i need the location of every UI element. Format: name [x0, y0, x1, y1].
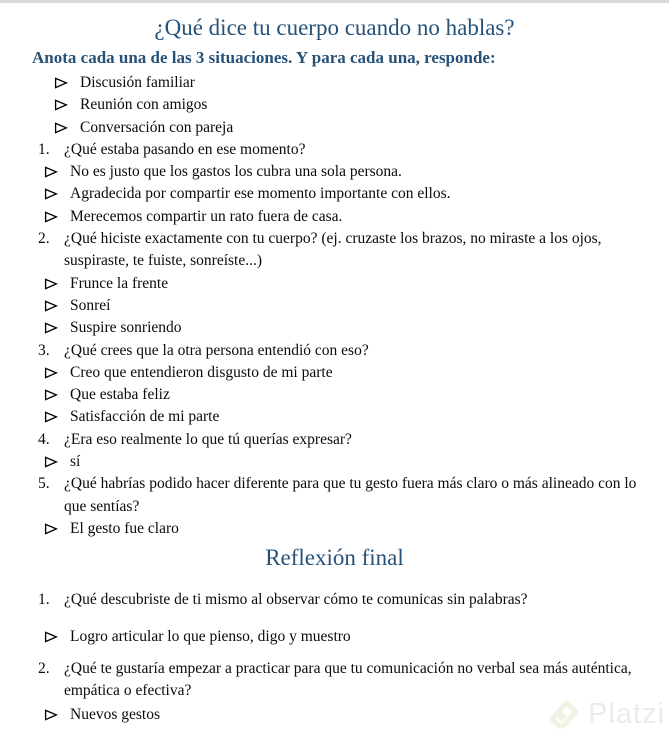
list-item-text: Que estaba feliz — [70, 386, 170, 404]
bullet-list-item — [0, 161, 651, 183]
list-item-text: Conversación con pareja — [80, 118, 234, 136]
item-number: 3. — [38, 341, 50, 359]
list-item-text: ¿Qué hiciste exactamente con tu cuerpo? (ej. cruzaste los brazos, no miraste a los ojos, suspiraste, te fuiste, sonreíste...) — [64, 230, 602, 270]
bullet-list-item — [0, 117, 651, 139]
document-subtitle: Anota cada una de las 3 situaciones. Y para cada una, responde: — [32, 48, 496, 67]
item-number: 4. — [38, 430, 50, 448]
list-item-text: ¿Era eso realmente lo que tú querías expresar? — [64, 430, 352, 448]
list-item-text: ¿Qué descubriste de ti mismo al observar cómo te comunicas sin palabras? — [64, 591, 528, 609]
list-item-text: No es justo que los gastos los cubra una sola persona. — [70, 163, 402, 181]
arrow-bullet-icon — [44, 211, 58, 223]
bullet-list-item — [0, 273, 651, 295]
item-number: 2. — [38, 659, 50, 677]
bullet-list-item — [0, 704, 651, 726]
bullet-list-item — [0, 384, 651, 406]
bullet-list-item — [0, 94, 651, 116]
arrow-bullet-icon — [44, 389, 58, 401]
arrow-bullet-icon — [44, 166, 58, 178]
bullet-list-item — [0, 317, 651, 339]
list-item-text: Creo que entendieron disgusto de mi parte — [70, 363, 333, 381]
list-item-text: ¿Qué crees que la otra persona entendió con eso? — [64, 341, 369, 359]
bullet-list-item — [0, 72, 651, 94]
reflection-list — [0, 589, 669, 726]
page-top-edge — [0, 0, 669, 3]
arrow-bullet-icon — [44, 322, 58, 334]
list-item-text: Frunce la frente — [70, 274, 169, 292]
list-item-text: sí — [70, 453, 81, 471]
arrow-bullet-icon — [44, 523, 58, 535]
arrow-bullet-icon — [44, 709, 58, 721]
numbered-list-item — [0, 589, 651, 611]
arrow-bullet-icon — [44, 300, 58, 312]
item-number: 1. — [38, 140, 50, 158]
platzi-watermark-text: Platzi — [588, 697, 665, 730]
list-item-text: Agradecida por compartir ese momento importante con ellos. — [70, 185, 451, 203]
arrow-bullet-icon — [44, 367, 58, 379]
list-item-text: Nuevos gestos — [70, 706, 160, 724]
list-item-text: ¿Qué habrías podido hacer diferente para que tu gesto fuera más claro o más alineado con lo que sentías? — [64, 475, 637, 515]
arrow-bullet-icon — [44, 411, 58, 423]
arrow-bullet-icon — [54, 77, 68, 89]
arrow-bullet-icon — [54, 122, 68, 134]
item-number: 2. — [38, 230, 50, 248]
arrow-bullet-icon — [54, 99, 68, 111]
bullet-list-item — [0, 206, 651, 228]
item-number: 5. — [38, 475, 50, 493]
list-item-text: El gesto fue claro — [70, 519, 179, 537]
arrow-bullet-icon — [44, 278, 58, 290]
numbered-list-item — [0, 340, 651, 362]
list-item-text: Sonreí — [70, 296, 111, 314]
list-item-text: Merecemos compartir un rato fuera de casa. — [70, 207, 343, 225]
numbered-list-item — [0, 429, 651, 451]
arrow-bullet-icon — [44, 188, 58, 200]
list-item-text: Discusión familiar — [80, 74, 195, 91]
bullet-list-item — [0, 183, 651, 205]
list-item-text: Suspire sonriendo — [70, 319, 182, 337]
numbered-list-item — [0, 139, 651, 161]
bullet-list-item — [0, 451, 651, 473]
bullet-list-item — [0, 406, 651, 428]
list-item-text: Satisfacción de mi parte — [70, 408, 220, 426]
situations-list — [0, 72, 669, 540]
bullet-list-item — [0, 518, 651, 540]
bullet-list-item — [0, 362, 651, 384]
document-title: ¿Qué dice tu cuerpo cuando no hablas? — [154, 15, 515, 40]
arrow-bullet-icon — [44, 456, 58, 468]
list-item-text: Reunión con amigos — [80, 96, 208, 114]
numbered-list-item — [0, 473, 651, 518]
list-item-text: ¿Qué estaba pasando en ese momento? — [64, 140, 306, 158]
list-item-text: ¿Qué te gustaría empezar a practicar para que tu comunicación no verbal sea más auténtica, empática o efectiva? — [64, 659, 632, 700]
section-title-reflexion-final: Reflexión final — [265, 545, 404, 571]
arrow-bullet-icon — [44, 631, 58, 643]
item-number: 1. — [38, 591, 50, 609]
numbered-list-item — [0, 658, 651, 703]
numbered-list-item — [0, 228, 651, 273]
list-item-text: Logro articular lo que pienso, digo y muestro — [70, 627, 351, 645]
bullet-list-item — [0, 626, 651, 648]
bullet-list-item — [0, 295, 651, 317]
